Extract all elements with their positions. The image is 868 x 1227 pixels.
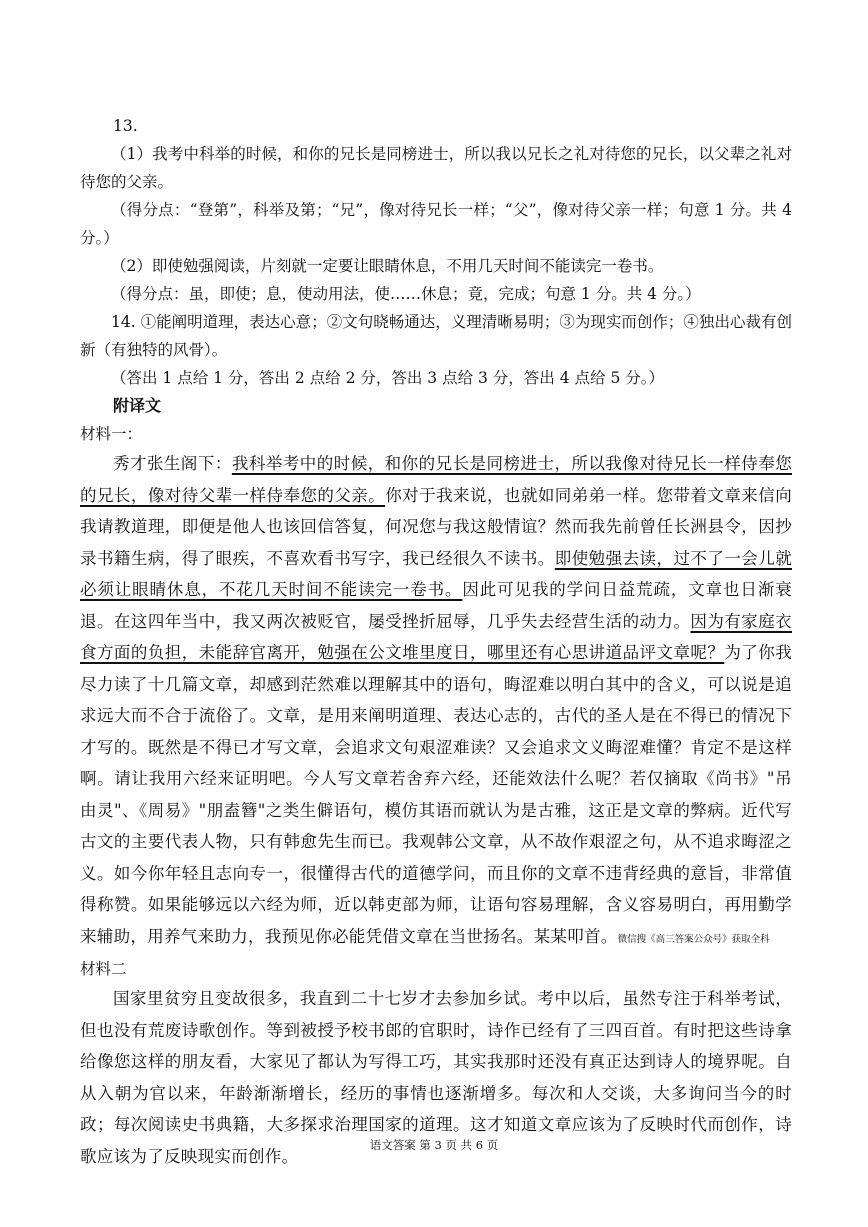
m1-underlined-sentence: 我科举考中的时候，和你的兄长是同榜进士，所以我像对待兄长一样侍奉您的兄长，像对待父辈一样侍奉您的父亲。 [80,454,792,505]
m1-segment: 秀才张生阁下： [113,454,232,473]
q13-score-1: （得分点：“登第”，科举及第；“兄”，像对待兄长一样；“父”，像对待父亲一样；句意 1 分。共 4 分。） [80,201,792,247]
m1-segment: 为了你我尽力读了十几篇文章，却感到茫然难以理解其中的语句，晦涩难以明白其中的含义，可以说是追求远大而不合于流俗了。文章，是用来阐明道理、表达心志的，古代的圣人是在不得已的情况下才写的。既然是不得已才写文章，会追求文句艰涩难读？又会追求文义晦涩难懂？肯定不是这样啊。请让我用六经来证明吧。今人写文章若舍弃六经，还能效法什么呢？若仅摘取《尚书》"吊由灵"、《周易》"朋盍簪"之类生僻语句，模仿其语而就认为是古雅，这正是文章的弊病。近代写古文的主要代表人物，只有韩愈先生而已。我观韩公文章，从不故作艰涩之句，从不追求晦涩之义。如今你年轻且志向专一，很懂得古代的道德学问，而且你的文章不违背经典的意旨，非常值得称赞。如果能够远以六经为师，近以韩吏部为师，让语句容易理解，含义容易明白，再用勤学来辅助，用养气来助力，我预见你必能凭借文章在当世扬名。某某叩首。 [80,643,792,946]
page-footer: 语文答案 第 3 页 共 6 页 [369,1138,499,1152]
m1-segment: 因此可见我的学问日益荒疏，文章也日渐衰退。在这四年当中，我又两次被贬官，屡受挫折屈辱，几乎失去经营生活的动力。 [80,580,792,631]
material-1-text [80,448,792,955]
translation-title: 附译文 [113,396,162,415]
answer-content [80,112,792,1172]
question-13-number: 13. [113,117,138,135]
material-2-text: 国家里贫穷且变故很多，我直到二十七岁才去参加乡试。考中以后，虽然专注于科举考试，但也没有荒废诗歌创作。等到被授予校书郎的官职时，诗作已经有了三四百首。有时把这些诗拿给像您这样的朋友看，大家见了都认为写得工巧，其实我那时还没有真正达到诗人的境界呢。自从入朝为官以来，年龄渐渐增长，经历的事情也逐渐增多。每次和人交谈，大多询问当今的时政；每次阅读史书典籍，大多探求治理国家的道理。这才知道文章应该为了反映时代而创作，诗歌应该为了反映现实而创作。 [80,989,792,1166]
m1-segment: 你对于我来说，也就如同弟弟一样。您带着文章来信向我请教道理，即便是他人也该回信答复，何况您与我这般情谊？然而我先前曾任长洲县令，因抄录书籍生病，得了眼疾，不喜欢看书写字，我已经很久不读书。 [80,485,793,568]
material-2-label: 材料二 [80,960,127,978]
q14-answer: 14. ①能阐明道理，表达心意；②文句晓畅通达，义理清晰易明；③为现实而创作；④独出心裁有创新（有独特的风骨）。 [80,313,792,359]
m1-underlined-sentence: 因为有家庭衣食方面的负担，未能辞官离开，勉强在公文堆里度日，哪里还有心思讲道品评文章呢？ [80,611,792,662]
q14-score: （答出 1 点给 1 分，答出 2 点给 2 分，答出 3 点给 3 分，答出 4 点给 5 分。） [111,369,664,387]
m1-underlined-sentence: 即使勉强去读，过不了一会儿就必须让眼睛休息，不花几天时间不能读完一卷书。 [80,548,792,599]
wechat-note: 微信搜《高三答案公众号》获取全科 [617,933,770,945]
q13-answer-2: （2）即使勉强阅读，片刻就一定要让眼睛休息，不用几天时间不能读完一卷书。 [111,257,664,275]
material-1-label: 材料一： [80,425,143,443]
q13-answer-1: （1）我考中科举的时候，和你的兄长是同榜进士，所以我以兄长之礼对待您的兄长，以父辈之礼对待您的父亲。 [80,145,792,191]
q13-score-2: （得分点：虽，即使；息，使动用法，使……休息；竟，完成；句意 1 分。共 4 分。） [111,285,701,303]
